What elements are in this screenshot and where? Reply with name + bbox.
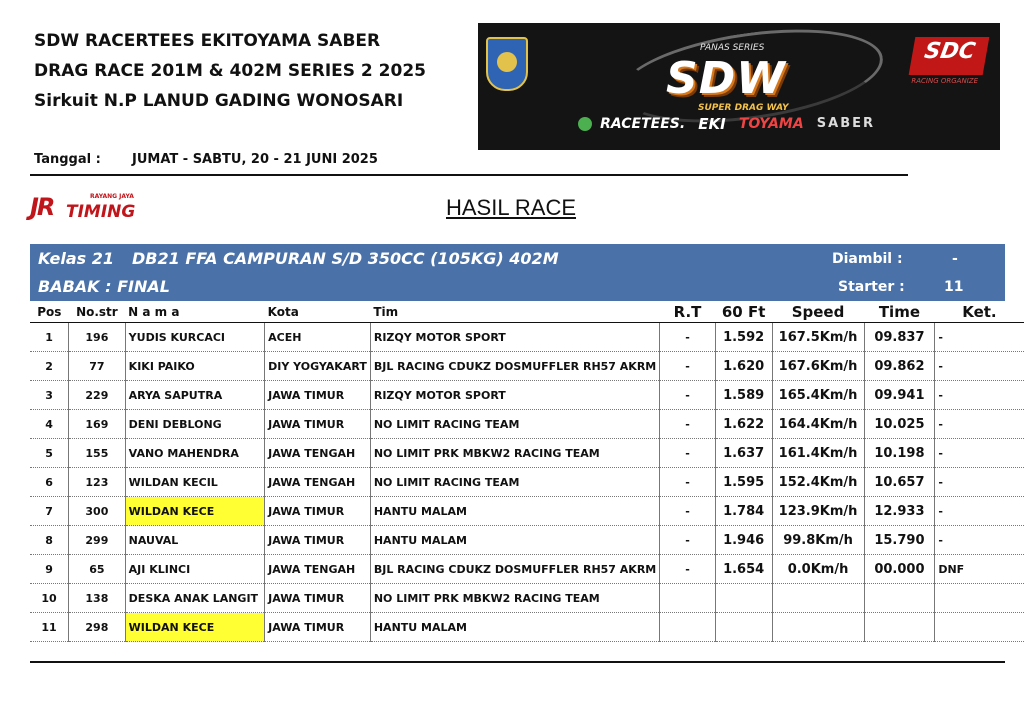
sixty-ft-cell: 1.654 <box>715 555 772 584</box>
timing-logo-word: TIMING <box>66 202 136 222</box>
col-header-time: Time <box>864 302 935 323</box>
city-cell: JAWA TIMUR <box>265 584 371 613</box>
name-cell: AJI KLINCI <box>125 555 264 584</box>
city-cell: JAWA TIMUR <box>265 381 371 410</box>
pos-cell: 1 <box>30 323 69 352</box>
time-cell: 10.657 <box>864 468 935 497</box>
col-header-ket: Ket. <box>935 302 1024 323</box>
team-cell: NO LIMIT RACING TEAM <box>370 410 659 439</box>
sixty-ft-cell <box>715 584 772 613</box>
table-row <box>30 584 1024 613</box>
time-cell: 10.198 <box>864 439 935 468</box>
name-cell: DENI DEBLONG <box>125 410 264 439</box>
sixty-ft-cell: 1.946 <box>715 526 772 555</box>
reaction-time-cell: - <box>660 352 715 381</box>
sdw-logo: SDW <box>666 53 786 104</box>
col-header-no-str: No.str <box>69 302 126 323</box>
pos-cell: 5 <box>30 439 69 468</box>
round-label: BABAK : FINAL <box>38 277 170 296</box>
sixty-ft-cell: 1.637 <box>715 439 772 468</box>
speed-cell: 152.4Km/h <box>772 468 864 497</box>
sixty-ft-cell <box>715 613 772 642</box>
pos-cell: 7 <box>30 497 69 526</box>
team-cell: RIZQY MOTOR SPORT <box>370 381 659 410</box>
team-cell: HANTU MALAM <box>370 526 659 555</box>
time-cell: 00.000 <box>864 555 935 584</box>
col-header-pos: Pos <box>30 302 69 323</box>
date-value: JUMAT - SABTU, 20 - 21 JUNI 2025 <box>132 152 378 167</box>
name-cell: KIKI PAIKO <box>125 352 264 381</box>
name-cell: WILDAN KECE <box>125 497 264 526</box>
pos-cell: 10 <box>30 584 69 613</box>
table-row <box>30 613 1024 642</box>
city-cell: DIY YOGYAKART <box>265 352 371 381</box>
start-number-cell: 138 <box>69 584 126 613</box>
reaction-time-cell: - <box>660 439 715 468</box>
time-cell: 09.837 <box>864 323 935 352</box>
sdc-logo-subtitle: RACING ORGANIZE <box>911 77 978 85</box>
reaction-time-cell: - <box>660 323 715 352</box>
diambil-label: Diambil : <box>832 251 903 267</box>
name-cell: WILDAN KECIL <box>125 468 264 497</box>
remark-cell: - <box>935 323 1024 352</box>
sponsor-eki: EKI <box>698 114 726 133</box>
name-cell: NAUVAL <box>125 526 264 555</box>
pos-cell: 3 <box>30 381 69 410</box>
event-title <box>34 26 426 116</box>
timing-logo-small: RAYANG JAYA <box>90 193 134 200</box>
col-header-rt: R.T <box>660 302 715 323</box>
start-number-cell: 298 <box>69 613 126 642</box>
sdw-logo-subtitle: SUPER DRAG WAY <box>698 103 789 113</box>
city-cell: JAWA TENGAH <box>265 439 371 468</box>
speed-cell: 164.4Km/h <box>772 410 864 439</box>
reaction-time-cell: - <box>660 468 715 497</box>
start-number-cell: 300 <box>69 497 126 526</box>
remark-cell <box>935 584 1024 613</box>
team-cell: NO LIMIT PRK MBKW2 RACING TEAM <box>370 439 659 468</box>
name-cell: VANO MAHENDRA <box>125 439 264 468</box>
remark-cell: DNF <box>935 555 1024 584</box>
event-title-line-1: SDW RACERTEES EKITOYAMA SABER <box>34 31 381 51</box>
start-number-cell: 229 <box>69 381 126 410</box>
speed-cell: 165.4Km/h <box>772 381 864 410</box>
starter-value: 11 <box>944 279 964 295</box>
pos-cell: 9 <box>30 555 69 584</box>
speed-cell: 161.4Km/h <box>772 439 864 468</box>
sixty-ft-cell: 1.620 <box>715 352 772 381</box>
team-cell: NO LIMIT RACING TEAM <box>370 468 659 497</box>
results-body <box>30 323 1024 642</box>
pos-cell: 6 <box>30 468 69 497</box>
time-cell: 12.933 <box>864 497 935 526</box>
col-header-kota: Kota <box>265 302 371 323</box>
team-cell: RIZQY MOTOR SPORT <box>370 323 659 352</box>
sponsor-saber: SABER <box>816 116 876 131</box>
class-info-bar <box>30 244 1005 301</box>
sixty-ft-cell: 1.622 <box>715 410 772 439</box>
reaction-time-cell <box>660 613 715 642</box>
remark-cell <box>935 613 1024 642</box>
page-title: HASIL RACE <box>446 195 577 220</box>
class-description: DB21 FFA CAMPURAN S/D 350CC (105KG) 402M <box>132 249 559 268</box>
sixty-ft-cell: 1.595 <box>715 468 772 497</box>
pos-cell: 2 <box>30 352 69 381</box>
speed-cell: 99.8Km/h <box>772 526 864 555</box>
col-header-tim: Tim <box>370 302 659 323</box>
time-cell: 15.790 <box>864 526 935 555</box>
table-row <box>30 526 1024 555</box>
time-cell <box>864 584 935 613</box>
start-number-cell: 65 <box>69 555 126 584</box>
col-header-60ft: 60 Ft <box>715 302 772 323</box>
name-cell: YUDIS KURCACI <box>125 323 264 352</box>
air-force-seal-icon <box>486 37 528 91</box>
start-number-cell: 196 <box>69 323 126 352</box>
pos-cell: 4 <box>30 410 69 439</box>
reaction-time-cell: - <box>660 410 715 439</box>
results-table <box>30 302 1024 642</box>
header-divider <box>30 174 908 176</box>
leaf-icon <box>578 117 592 131</box>
time-cell: 09.941 <box>864 381 935 410</box>
date-label: Tanggal : <box>34 152 101 167</box>
pos-cell: 11 <box>30 613 69 642</box>
city-cell: JAWA TIMUR <box>265 497 371 526</box>
speed-cell: 123.9Km/h <box>772 497 864 526</box>
table-row <box>30 439 1024 468</box>
table-row <box>30 555 1024 584</box>
sdc-logo: SDC <box>909 37 990 75</box>
city-cell: JAWA TIMUR <box>265 526 371 555</box>
event-title-line-3: Sirkuit N.P LANUD GADING WONOSARI <box>34 91 404 111</box>
sponsor-toyama: TOYAMA <box>738 115 804 132</box>
city-cell: JAWA TENGAH <box>265 555 371 584</box>
reaction-time-cell: - <box>660 526 715 555</box>
reaction-time-cell: - <box>660 381 715 410</box>
table-row <box>30 410 1024 439</box>
speed-cell: 167.5Km/h <box>772 323 864 352</box>
city-cell: JAWA TIMUR <box>265 410 371 439</box>
team-cell: HANTU MALAM <box>370 497 659 526</box>
pos-cell: 8 <box>30 526 69 555</box>
name-cell: WILDAN KECE <box>125 613 264 642</box>
footer-divider <box>30 661 1005 663</box>
name-cell: DESKA ANAK LANGIT <box>125 584 264 613</box>
team-cell: BJL RACING CDUKZ DOSMUFFLER RH57 AKRM <box>370 352 659 381</box>
sponsor-banner <box>478 23 1000 150</box>
remark-cell: - <box>935 352 1024 381</box>
start-number-cell: 77 <box>69 352 126 381</box>
city-cell: JAWA TENGAH <box>265 468 371 497</box>
team-cell: NO LIMIT PRK MBKW2 RACING TEAM <box>370 584 659 613</box>
speed-cell: 0.0Km/h <box>772 555 864 584</box>
reaction-time-cell: - <box>660 497 715 526</box>
reaction-time-cell <box>660 584 715 613</box>
sponsor-racetees: RACETEES. <box>600 115 686 132</box>
start-number-cell: 155 <box>69 439 126 468</box>
time-cell: 09.862 <box>864 352 935 381</box>
timing-logo <box>30 193 160 223</box>
starter-label: Starter : <box>838 279 905 295</box>
table-row <box>30 381 1024 410</box>
time-cell: 10.025 <box>864 410 935 439</box>
speed-cell: 167.6Km/h <box>772 352 864 381</box>
start-number-cell: 123 <box>69 468 126 497</box>
table-row <box>30 497 1024 526</box>
remark-cell: - <box>935 381 1024 410</box>
reaction-time-cell: - <box>660 555 715 584</box>
start-number-cell: 299 <box>69 526 126 555</box>
team-cell: BJL RACING CDUKZ DOSMUFFLER RH57 AKRM <box>370 555 659 584</box>
diambil-value: - <box>952 251 958 267</box>
team-cell: HANTU MALAM <box>370 613 659 642</box>
speed-cell <box>772 584 864 613</box>
col-header-nama: N a m a <box>125 302 264 323</box>
speed-cell <box>772 613 864 642</box>
remark-cell: - <box>935 526 1024 555</box>
table-row <box>30 468 1024 497</box>
banner-series-text: PANAS SERIES <box>700 43 765 53</box>
start-number-cell: 169 <box>69 410 126 439</box>
timing-logo-mark: JR <box>30 193 54 221</box>
sixty-ft-cell: 1.784 <box>715 497 772 526</box>
sixty-ft-cell: 1.592 <box>715 323 772 352</box>
remark-cell: - <box>935 468 1024 497</box>
time-cell <box>864 613 935 642</box>
remark-cell: - <box>935 410 1024 439</box>
remark-cell: - <box>935 497 1024 526</box>
class-number: Kelas 21 <box>38 249 115 268</box>
table-header-row <box>30 302 1024 323</box>
sixty-ft-cell: 1.589 <box>715 381 772 410</box>
col-header-speed: Speed <box>772 302 864 323</box>
city-cell: JAWA TIMUR <box>265 613 371 642</box>
remark-cell: - <box>935 439 1024 468</box>
table-row <box>30 352 1024 381</box>
event-title-line-2: DRAG RACE 201M & 402M SERIES 2 2025 <box>34 61 426 81</box>
table-row <box>30 323 1024 352</box>
sponsor-logos <box>578 113 898 137</box>
name-cell: ARYA SAPUTRA <box>125 381 264 410</box>
city-cell: ACEH <box>265 323 371 352</box>
